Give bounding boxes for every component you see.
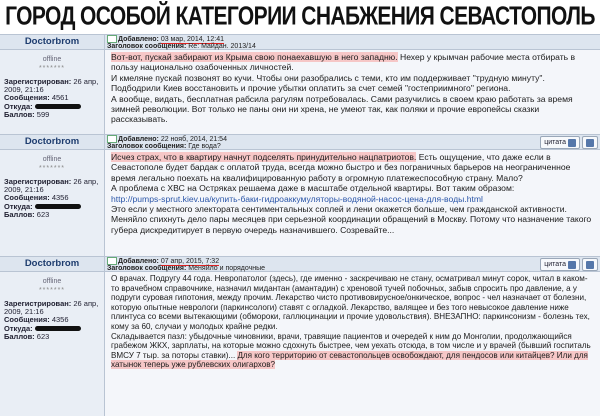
report-button[interactable] bbox=[582, 258, 598, 271]
highlighted-quote: Вот-вот, пускай забирают из Крыма свою понаехавшую в него западню. bbox=[111, 52, 398, 62]
user-meta: Зарегистрирован: 26 апр, 2009, 21:16 Сообщения: 4561 Откуда: Баллов: 599 bbox=[4, 77, 99, 119]
forum-post bbox=[0, 134, 600, 257]
flag-icon bbox=[586, 139, 594, 147]
post-icon bbox=[107, 35, 117, 43]
quote-icon bbox=[568, 261, 576, 269]
username[interactable]: Doctorbrom bbox=[0, 135, 104, 150]
post-header: Добавлено: 22 нояб, 2014, 21:54 Заголовок сообщения: Где вода? цитата bbox=[105, 135, 600, 150]
online-status: offline bbox=[42, 278, 62, 285]
post-content bbox=[105, 135, 600, 257]
highlighted-quote: Исчез страх, что в квартиру начнут подселять принудительно нацпатриотов. bbox=[111, 152, 417, 162]
user-meta: Зарегистрирован: 26 апр, 2009, 21:16 Сообщения: 4356 Откуда: Баллов: 623 bbox=[4, 299, 99, 341]
post-icon bbox=[107, 257, 117, 265]
post-actions bbox=[540, 136, 598, 149]
post-subject: Re: Майдан. 2013/14 bbox=[188, 43, 256, 50]
post-header: Добавлено: 03 мар, 2014, 12:41 Заголовок сообщения: Re: Майдан. 2013/14 bbox=[105, 35, 600, 50]
online-status: offline bbox=[42, 56, 62, 63]
forum-post bbox=[0, 256, 600, 416]
post-date: 07 апр, 2015, 7:32 bbox=[160, 257, 220, 265]
user-panel bbox=[0, 35, 105, 135]
rank-stars: ******* bbox=[38, 165, 66, 172]
post-date: 03 мар, 2014, 12:41 bbox=[160, 35, 225, 43]
username[interactable]: Doctorbrom bbox=[0, 257, 104, 272]
quote-button[interactable]: цитата bbox=[540, 258, 580, 271]
banner-title: ГОРОД ОСОБОЙ КАТЕГОРИИ СНАБЖЕНИЯ СЕВАСТОПОЛЬ bbox=[5, 2, 595, 31]
rank-stars: ******* bbox=[38, 65, 66, 72]
post-icon bbox=[107, 135, 117, 143]
page-banner bbox=[0, 0, 600, 34]
post-content bbox=[105, 257, 600, 416]
rank-stars: ******* bbox=[38, 287, 66, 294]
highlighted-quote: Для кого территорию от севастопольцев освобождают, для пендосов или китайцев? Или для хатынок теперь уже рублевских олигархов? bbox=[111, 350, 588, 370]
online-status: offline bbox=[42, 156, 62, 163]
report-button[interactable] bbox=[582, 136, 598, 149]
post-header: Добавлено: 07 апр, 2015, 7:32 Заголовок сообщения: Меняйло и порядочные цитата bbox=[105, 257, 600, 272]
user-meta: Зарегистрирован: 26 апр, 2009, 21:16 Сообщения: 4356 Откуда: Баллов: 623 bbox=[4, 177, 99, 219]
post-date: 22 нояб, 2014, 21:54 bbox=[160, 135, 227, 143]
post-body: Исчез страх, что в квартиру начнут подселять принудительно нацпатриотов. Есть ощущение, что даже если в Севастополе будет бардак с оплатой труда, всегда можно быстро и без пограничных барьеров на неограниченное время легально поехать на квалифицированную работу в огромную платежеспособную страну. Мало? А проблема с ХВС на Остряках решаема даже в масштабе отдельной квартиры. Вот таким образом: http://pumps-sprut.kiev.ua/купить-баки-гидроаккумуляторы-водяной-насос-цена-для-воды.html Это если у местного электората сентиментальных соплей и лени окажется больше, чем гражданской активности. Меняйло спихнуть дело пары месяцев при серьезной координации обращений в Москву. Потому что назначение такого губера дискредитирует в первую очередь назначившего. Созревайте... bbox=[111, 152, 592, 235]
post-body: Вот-вот, пускай забирают из Крыма свою понаехавшую в него западню. Нехер у крымчан рабочие места отбирать в пользу национально озабоченных личностей. И кмеляне пускай позвонят во кучи. Чтобы они разобрались с теми, кто им поддерживает "трудную минуту". Подбодрили Киев восстановить и прочие убытки оплатить за счет семей "гостеприимного" региона. А вообще, видать, бесплатная рабсила рагулям потребовалась. Сами разучились в своем краю работать за время зимней революции. Вот только не паны они ни хрена, не умеют так, как поляки и прочие европейсы сказки рассказывать. bbox=[111, 52, 576, 125]
product-link[interactable]: http://pumps-sprut.kiev.ua/купить-баки-гидроаккумуляторы-водяной-насос-цена-для-воды.html bbox=[111, 193, 483, 204]
location-redacted bbox=[35, 326, 81, 331]
quote-icon bbox=[568, 139, 576, 147]
post-subject: Меняйло и порядочные bbox=[188, 265, 266, 272]
location-redacted bbox=[35, 104, 81, 109]
quote-button[interactable]: цитата bbox=[540, 136, 580, 149]
post-actions bbox=[540, 258, 598, 271]
post-subject: Где вода? bbox=[188, 143, 221, 150]
flag-icon bbox=[586, 261, 594, 269]
location-redacted bbox=[35, 204, 81, 209]
user-panel bbox=[0, 135, 105, 257]
post-content bbox=[105, 35, 600, 135]
forum-post bbox=[0, 34, 600, 135]
username[interactable]: Doctorbrom bbox=[0, 35, 104, 50]
post-body: О врачах. Подругу 44 года. Невропатолог (здесь), где именно - заскречиваю не стану, осматривал минут сорок, читал в каком-то врачебном справочнике, назначил мидантан (амантадин) с хреновой тучей побочных, забыв спросить про давление, а у подруги суровая гипотония, между прочим. Лекарство чисто противовирусное/онкическое, вопрос - чел назначает от болезни, которую опытные неврологи (паркинсологи) ставят с огладкой. Лекарство, валящее и без того невысокое давление ниже плинтуса со всеми вытекающими (обмороки, галлюцинации и прочие удовольствия). ВНЕЗАПНО: паркинсонизм - болезнь тех, кому за 60, случаи у молодых крайне редки. Складывается пазл: убыдочные чиновники, врачи, травящие пациентов и очередей к ним до Монголии, продолжающийся грабежом ЖКХ, зарплаты, на которые можно сдохнуть быстрее, чем уехать отсюда, в том числе и у врачей (бывший госпиталь ВМСУ 7 тыр. за поторы ставки)... Для кого территорию от севастопольцев освобождают, для пендосов или китайцев? Или для хатынок теперь уже рублевских олигархов? bbox=[111, 274, 591, 370]
user-panel bbox=[0, 257, 105, 416]
